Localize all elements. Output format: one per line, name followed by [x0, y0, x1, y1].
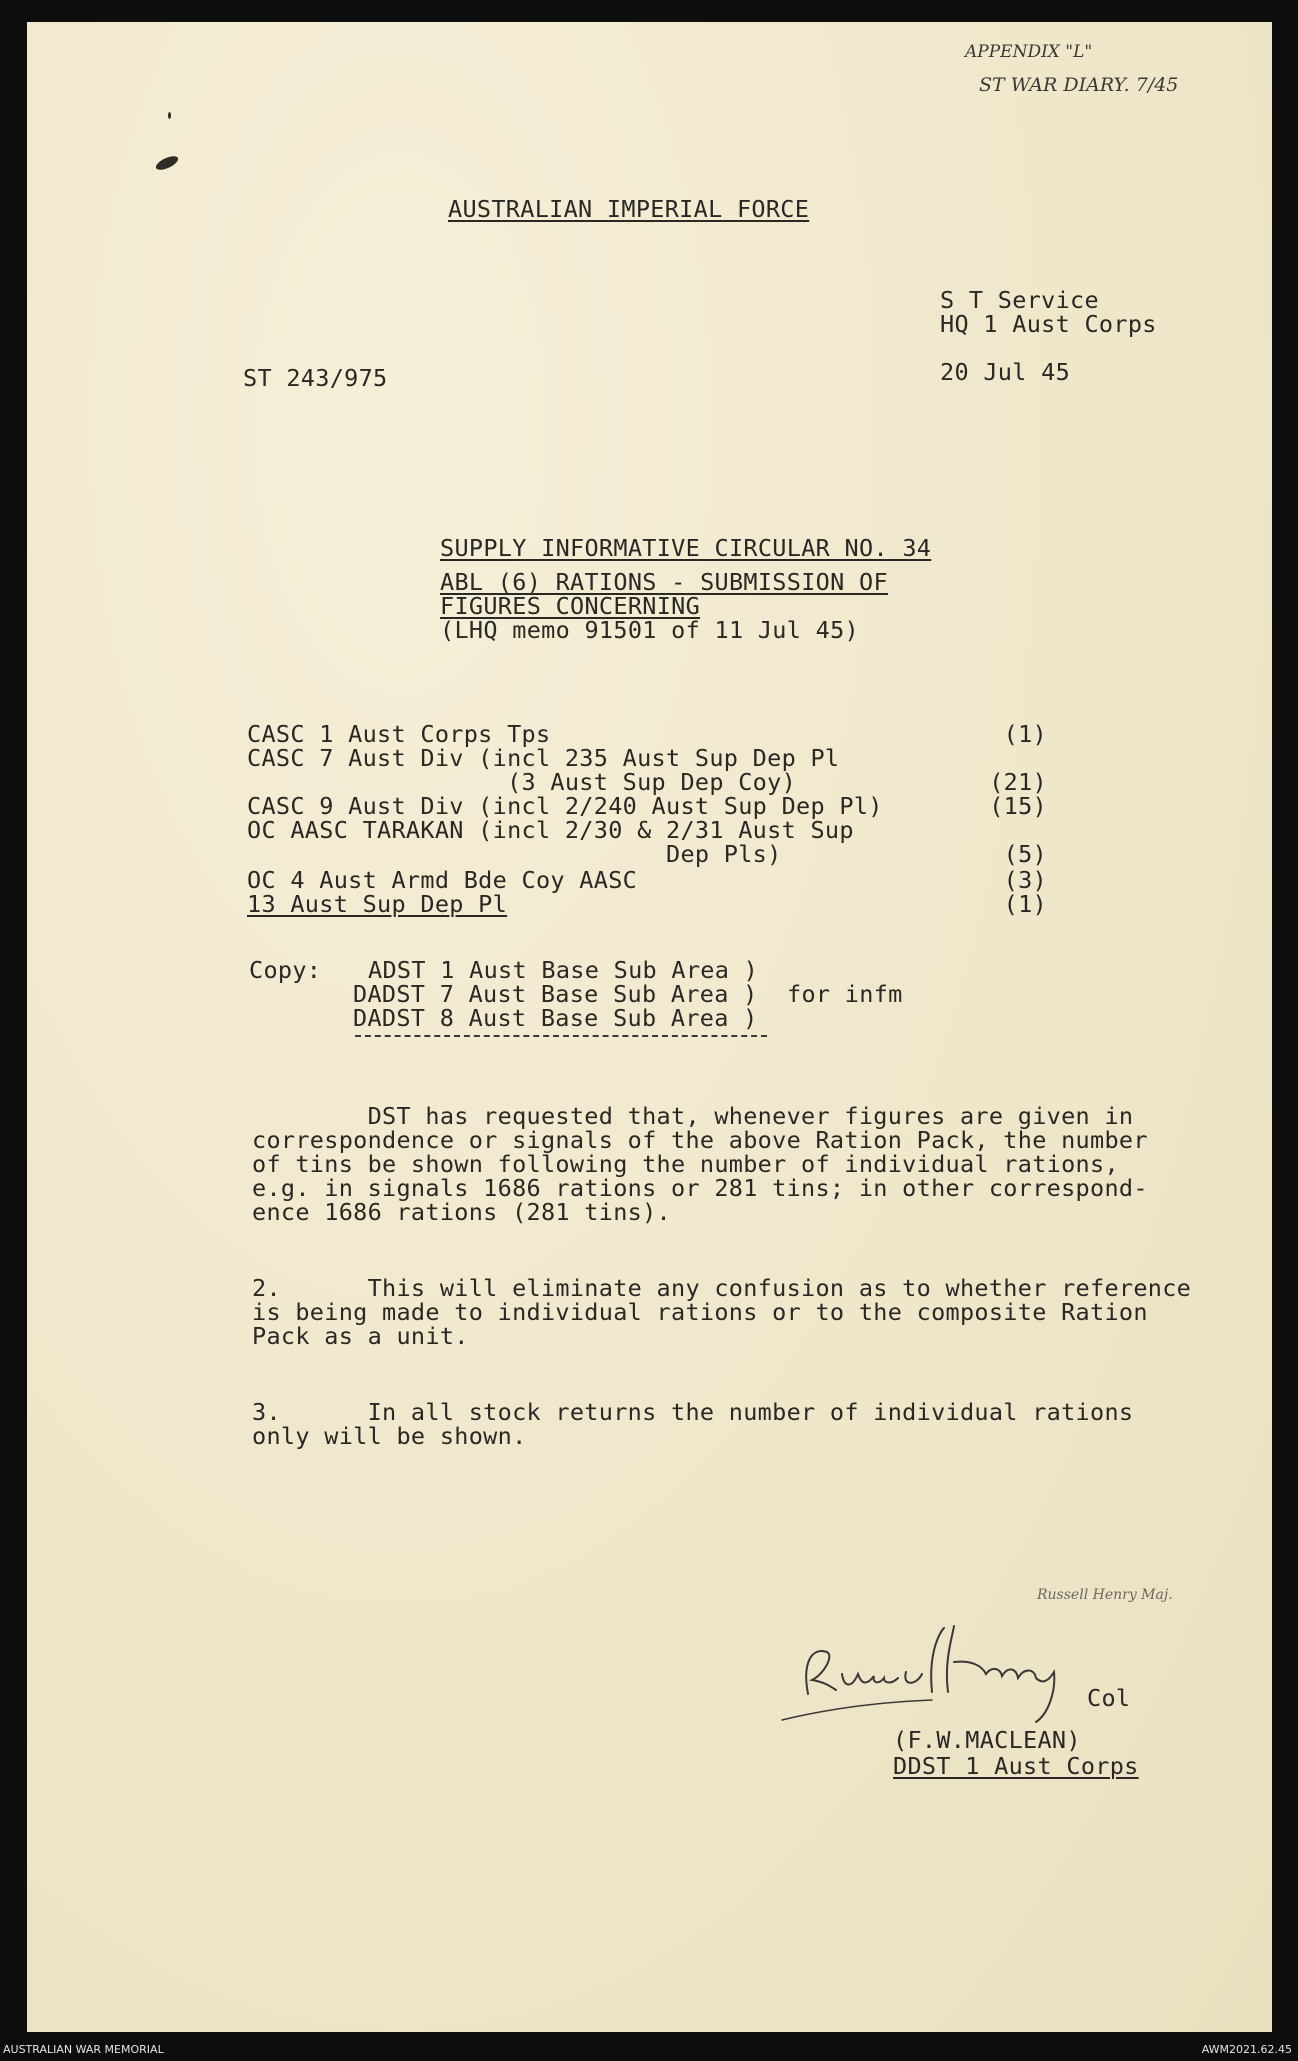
- paragraph-3-line: only will be shown.: [252, 1422, 527, 1450]
- sender-unit: S T Service: [940, 286, 1099, 314]
- document-page: [27, 22, 1272, 2032]
- paragraph-1-line: ence 1686 rations (281 tins).: [252, 1198, 671, 1226]
- war-diary-annotation: ST WAR DIARY. 7/45: [979, 74, 1179, 96]
- document-date: 20 Jul 45: [940, 358, 1071, 386]
- document-title: AUSTRALIAN IMPERIAL FORCE: [448, 195, 810, 223]
- distribution-row: [247, 722, 1047, 746]
- distribution-row: [247, 794, 1047, 818]
- paragraph-3-line: 3. In all stock returns the number of individual rations: [252, 1398, 1134, 1426]
- distribution-row: [247, 892, 1047, 916]
- distribution-count: (3): [1003, 866, 1047, 894]
- distribution-row: [247, 746, 1047, 770]
- distribution-count: (1): [1003, 890, 1047, 918]
- subject-line2: ABL (6) RATIONS - SUBMISSION OF: [440, 568, 888, 596]
- subject-circular: SUPPLY INFORMATIVE CIRCULAR NO. 34: [440, 534, 932, 562]
- subject-memo-ref: (LHQ memo 91501 of 11 Jul 45): [440, 616, 859, 644]
- distribution-row: [247, 770, 1047, 794]
- paragraph-1-line: of tins be shown following the number of individual rations,: [252, 1150, 1119, 1178]
- divider-line: [355, 1035, 767, 1037]
- paragraph-1-line: e.g. in signals 1686 rations or 281 tins; in other correspond-: [252, 1174, 1148, 1202]
- sender-hq: HQ 1 Aust Corps: [940, 310, 1157, 338]
- handwritten-signature: [772, 1622, 1212, 1732]
- paragraph-2-line: Pack as a unit.: [252, 1322, 469, 1350]
- copy-recipient: DADST 8 Aust Base Sub Area ): [353, 1004, 758, 1032]
- distribution-recipient: CASC 7 Aust Div (incl 235 Aust Sup Dep Pl: [247, 744, 840, 772]
- copy-recipient: DADST 7 Aust Base Sub Area ): [353, 980, 758, 1008]
- distribution-recipient: OC 4 Aust Armd Bde Coy AASC: [247, 866, 638, 894]
- paragraph-1-line: correspondence or signals of the above Ration Pack, the number: [252, 1126, 1148, 1154]
- ink-mark: [168, 112, 171, 119]
- reference-number: ST 243/975: [243, 364, 388, 392]
- distribution-recipient: CASC 1 Aust Corps Tps: [247, 720, 551, 748]
- distribution-recipient: CASC 9 Aust Div (incl 2/240 Aust Sup Dep Pl): [247, 792, 883, 820]
- distribution-recipient: 13 Aust Sup Dep Pl: [247, 890, 508, 918]
- signature-text: Russell Henry Maj.: [1037, 1587, 1173, 1603]
- paragraph-2-line: 2. This will eliminate any confusion as to whether reference: [252, 1274, 1192, 1302]
- signatory-title: DDST 1 Aust Corps: [893, 1752, 1139, 1780]
- distribution-count: (1): [1003, 720, 1047, 748]
- distribution-row: [247, 818, 1047, 842]
- signatory-name: (F.W.MACLEAN): [893, 1726, 1081, 1754]
- paragraph-2-line: is being made to individual rations or to the composite Ration: [252, 1298, 1148, 1326]
- distribution-recipient: (3 Aust Sup Dep Coy): [247, 768, 797, 796]
- distribution-count: (5): [1003, 840, 1047, 868]
- paragraph-1-line: DST has requested that, whenever figures are given in: [252, 1102, 1134, 1130]
- subject-line3: FIGURES CONCERNING: [440, 592, 701, 620]
- footer-accession: AWM2021.62.45: [1201, 2043, 1292, 2056]
- signatory-rank: Col: [1087, 1684, 1131, 1712]
- distribution-recipient: OC AASC TARAKAN (incl 2/30 & 2/31 Aust Sup: [247, 816, 854, 844]
- distribution-recipient: Dep Pls): [247, 840, 782, 868]
- distribution-count: (15): [989, 792, 1047, 820]
- ink-stain: [154, 153, 180, 172]
- copy-purpose: for infm: [787, 980, 903, 1008]
- distribution-row: [247, 868, 1047, 892]
- appendix-annotation: APPENDIX "L": [965, 42, 1093, 62]
- distribution-row: [247, 842, 1047, 866]
- copy-label: Copy:: [249, 956, 322, 984]
- footer-source: AUSTRALIAN WAR MEMORIAL: [3, 2043, 164, 2056]
- copy-recipient: ADST 1 Aust Base Sub Area ): [368, 956, 759, 984]
- distribution-count: (21): [989, 768, 1047, 796]
